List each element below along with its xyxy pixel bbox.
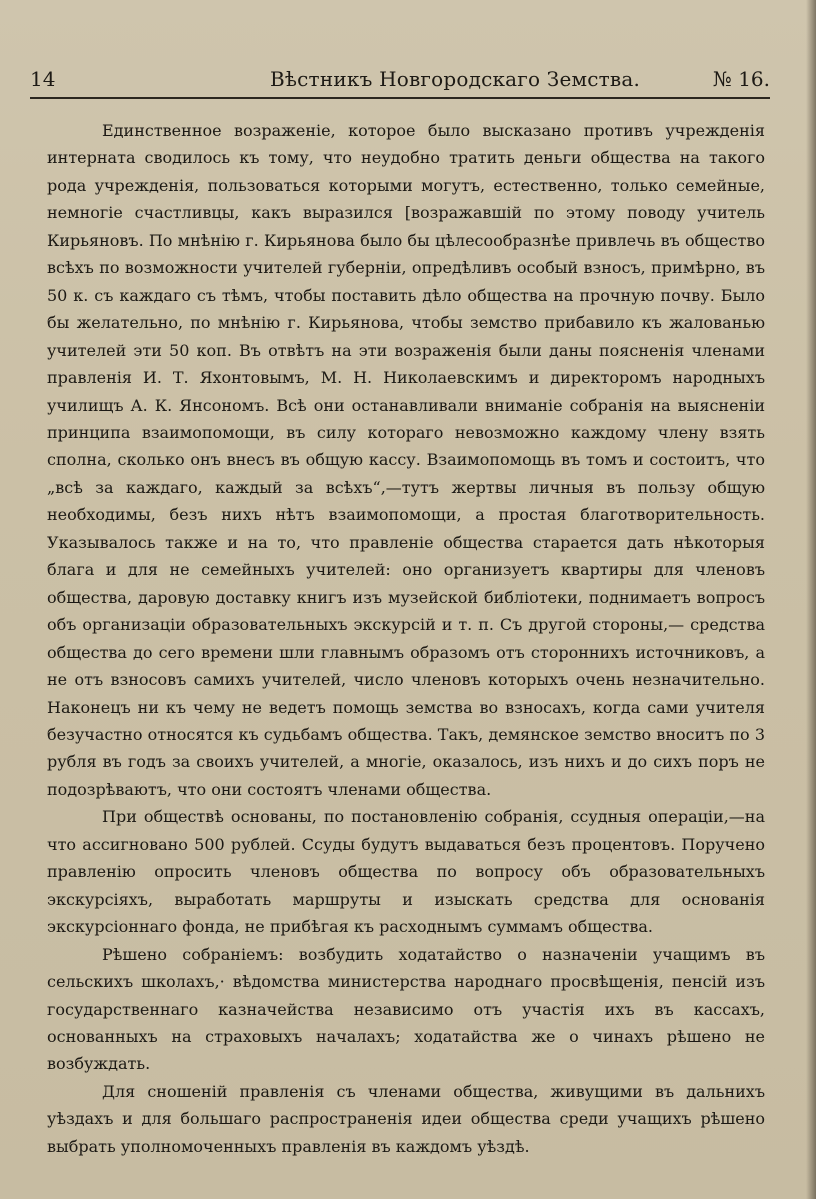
- page-edge-shadow: [806, 0, 816, 1199]
- header-rule: [30, 97, 770, 99]
- paragraph: Для сношеній правленія съ членами общества, живущими въ дальнихъ уѣздахъ и для большаго распространенія идеи общества среди учащихъ рѣшено выбрать уполномоченныхъ правленія въ каждомъ уѣздѣ.: [47, 1081, 765, 1156]
- page-number: 14: [30, 67, 56, 91]
- article-body: [47, 117, 765, 1160]
- page-header: [30, 64, 770, 98]
- paragraph: При обществѣ основаны, по постановленію собранія, ссудныя операціи,—на что ассигновано 500 рублей. Ссуды будутъ выдаваться безъ процентовъ. Поручено правленію опросить членовъ общества по вопросу объ образовательныхъ экскурсіяхъ, выработать маршруты и изыскать средства для основанія экскурсіоннаго фонда, не прибѣгая къ расходнымъ суммамъ общества.: [47, 807, 765, 937]
- running-title: Вѣстникъ Новгородскаго Земства.: [270, 67, 641, 91]
- paragraph: Рѣшено собраніемъ: возбудить ходатайство о назначеніи учащимъ въ сельскихъ школахъ,· вѣдомства министерства народнаго просвѣщенія, пенсій изъ государственнаго казначейства независимо отъ участія ихъ въ кассахъ, основанныхъ на страховыхъ началахъ; ходатайства же о чинахъ рѣшено не возбуждать.: [47, 944, 765, 1074]
- issue-number: № 16.: [712, 67, 770, 91]
- paragraph: Единственное возраженіе, которое было высказано противъ учрежденія интерната сводилось къ тому, что неудобно тратить деньги общества на такого рода учрежденія, пользоваться которыми могутъ, естественно, только семейные, немногіе счастливцы, какъ выразился [возражавшій по этому поводу учитель Кирьяновъ. По мнѣнію г. Кирьянова было бы цѣлесообразнѣе привлечь въ общество всѣхъ по возможности учителей губерніи, опредѣливъ особый взносъ, примѣрно, въ 50 к. съ каждаго съ тѣмъ, чтобы поставить дѣло общества на прочную почву. Было бы желательно, по мнѣнію г. Кирьянова, чтобы земство прибавило къ жалованью учителей эти 50 коп. Въ отвѣтъ на эти возраженія были даны поясненія членами правленія И. Т. Яхонтовымъ, М. Н. Николаевскимъ и директоромъ народныхъ училищъ А. К. Янсономъ. Всѣ они останавливали вниманіе собранія на выясненіи принципа взаимопомощи, въ силу котораго невозможно каждому члену взять сполна, сколько онъ внесъ въ общую кассу. Взаимопомощь въ томъ и состоитъ, что „всѣ за каждаго, каждый за всѣхъ“,—тутъ жертвы личныя въ пользу общую необходимы, безъ нихъ нѣтъ взаимопомощи, а простая благотворительность. Указывалось также и на то, что правленіе общества старается дать нѣкоторыя блага и для не семейныхъ учителей: оно организуетъ квартиры для членовъ общества, даровую доставку книгъ изъ музейской библіотеки, поднимаетъ вопросъ объ организаціи образовательныхъ экскурсій и т. п. Съ другой стороны,— средства общества до сего времени шли главнымъ образомъ отъ стороннихъ источниковъ, а не отъ взносовъ самихъ учителей, число членовъ которыхъ очень незначительно. Наконецъ ни къ чему не ведетъ помощь земства во взносахъ, когда сами учителя безучастно относятся къ судьбамъ общества. Такъ, демянское земство вноситъ по 3 рубля въ годъ за своихъ учителей, а многіе, оказалось, изъ нихъ и до сихъ поръ не подозрѣваютъ, что они состоятъ членами общества.: [47, 121, 765, 799]
